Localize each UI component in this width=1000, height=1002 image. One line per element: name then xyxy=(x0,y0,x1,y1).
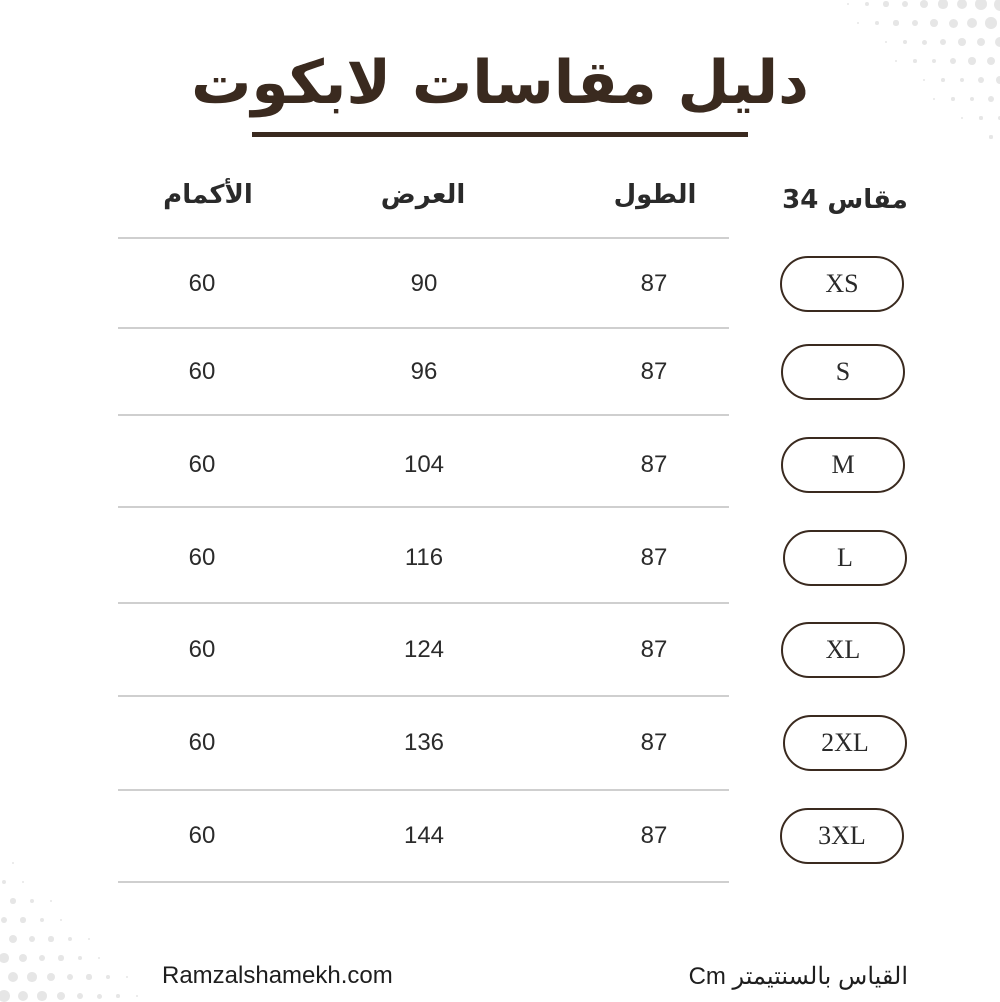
cell-sleeves: 60 xyxy=(188,358,216,385)
cell-length: 87 xyxy=(640,451,668,478)
row-divider xyxy=(118,506,729,508)
row-divider xyxy=(118,602,729,604)
title-underline xyxy=(252,132,748,137)
cell-width: 124 xyxy=(403,636,445,663)
unit-note: القياس بالسنتيمتر Cm xyxy=(688,963,908,990)
row-divider xyxy=(118,237,729,239)
cell-sleeves: 60 xyxy=(188,729,216,756)
cell-width: 104 xyxy=(403,451,445,478)
header-size: مقاس 34 xyxy=(782,185,908,215)
header-length: الطول xyxy=(613,180,697,210)
decorative-dots-bottom-left xyxy=(0,850,180,1000)
cell-width: 144 xyxy=(403,822,445,849)
size-pill-2xl: 2XL xyxy=(783,715,907,771)
size-pill-l: L xyxy=(783,530,907,586)
header-width: العرض xyxy=(380,180,466,210)
cell-length: 87 xyxy=(640,822,668,849)
cell-sleeves: 60 xyxy=(188,636,216,663)
cell-sleeves: 60 xyxy=(188,451,216,478)
size-pill-s: S xyxy=(781,344,905,400)
page-title: دليل مقاسات لابكوت xyxy=(191,48,809,118)
cell-length: 87 xyxy=(640,358,668,385)
row-divider xyxy=(118,695,729,697)
cell-width: 136 xyxy=(403,729,445,756)
row-divider xyxy=(118,789,729,791)
cell-width: 96 xyxy=(410,358,438,385)
size-pill-xs: XS xyxy=(780,256,904,312)
cell-width: 116 xyxy=(404,544,444,571)
size-pill-3xl: 3XL xyxy=(780,808,904,864)
cell-sleeves: 60 xyxy=(188,270,216,297)
cell-length: 87 xyxy=(640,544,668,571)
row-divider xyxy=(118,327,729,329)
size-pill-m: M xyxy=(781,437,905,493)
row-divider xyxy=(118,414,729,416)
cell-length: 87 xyxy=(640,729,668,756)
row-divider xyxy=(118,881,729,883)
cell-sleeves: 60 xyxy=(188,544,216,571)
cell-length: 87 xyxy=(640,636,668,663)
cell-sleeves: 60 xyxy=(188,822,216,849)
size-pill-xl: XL xyxy=(781,622,905,678)
cell-width: 90 xyxy=(410,270,438,297)
cell-length: 87 xyxy=(640,270,668,297)
website-text: Ramzalshamekh.com xyxy=(162,962,393,989)
header-sleeves: الأكمام xyxy=(163,180,253,210)
